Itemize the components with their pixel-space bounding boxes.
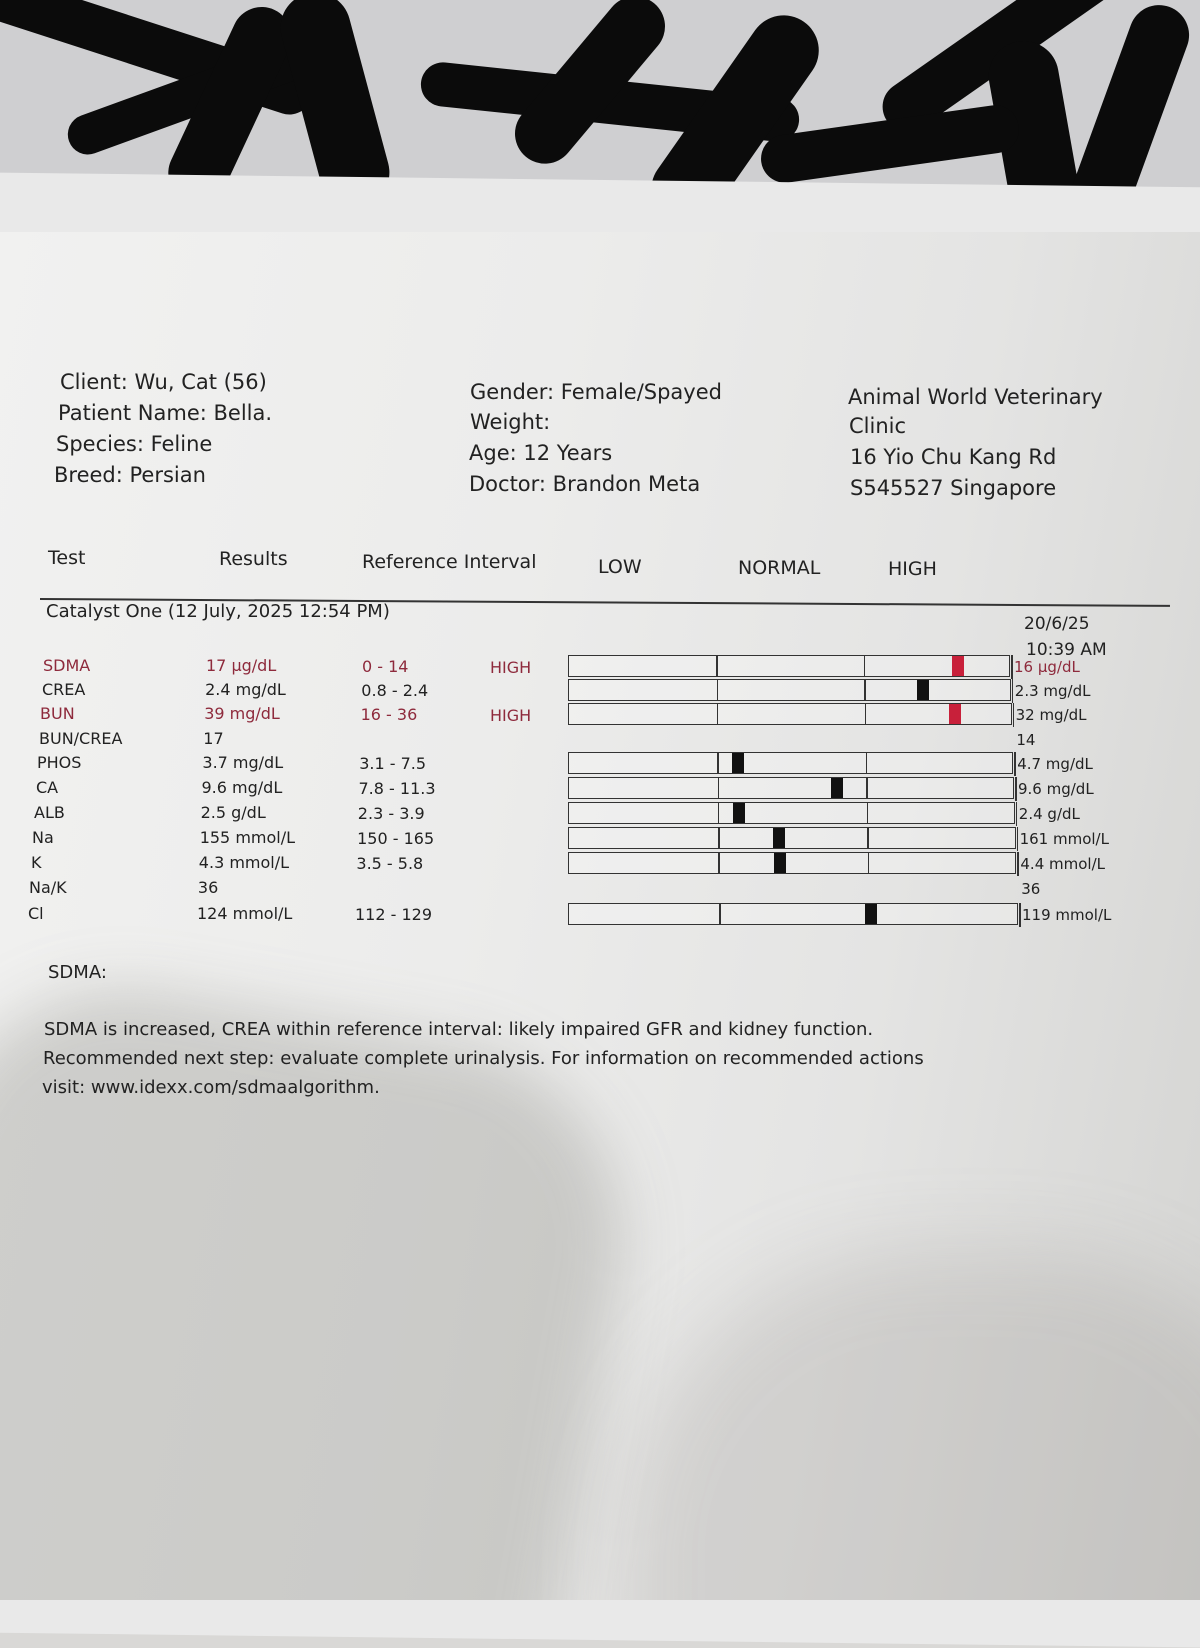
test-result: 155 mmol/L: [199, 828, 296, 847]
test-name: ALB: [34, 803, 65, 822]
previous-result: 16 µg/dL: [1014, 658, 1080, 676]
range-bar: [568, 852, 1016, 874]
test-name: Cl: [28, 904, 44, 923]
test-reference: 0.8 - 2.4: [361, 681, 429, 700]
note-line-3: visit: www.idexx.com/sdmaalgorithm.: [42, 1077, 380, 1098]
test-result: 9.6 mg/dL: [201, 778, 283, 797]
test-flag: HIGH: [490, 658, 532, 677]
test-name: SDMA: [43, 656, 91, 675]
previous-result: 36: [1021, 880, 1041, 898]
col-results: Results: [219, 548, 288, 570]
previous-result: 32 mg/dL: [1016, 706, 1087, 724]
gender: Gender: Female/Spayed: [470, 380, 722, 404]
result-marker: [949, 704, 961, 724]
clinic-name-1: Animal World Veterinary: [848, 385, 1103, 409]
note-line-1: SDMA is increased, CREA within reference interval: likely impaired GFR and kidney function.: [44, 1019, 874, 1040]
test-result: 17: [203, 729, 224, 748]
previous-date: 20/6/25: [1024, 614, 1090, 634]
test-reference: 16 - 36: [360, 705, 418, 724]
test-result: 36: [197, 878, 219, 897]
test-reference: 2.3 - 3.9: [357, 804, 425, 823]
clinic-postal: S545527 Singapore: [850, 476, 1057, 500]
test-flag: HIGH: [490, 706, 532, 725]
col-low: LOW: [598, 556, 642, 578]
test-name: CA: [36, 778, 59, 797]
result-marker: [917, 680, 929, 700]
previous-result: 4.4 mmol/L: [1020, 855, 1105, 873]
result-marker: [774, 853, 786, 873]
test-name: Na: [32, 828, 54, 847]
range-bar: [568, 903, 1018, 925]
client-name: Client: Wu, Cat (56): [60, 370, 267, 394]
test-reference: 3.5 - 5.8: [356, 854, 424, 873]
range-bar: [568, 752, 1013, 774]
test-result: 124 mmol/L: [197, 904, 293, 923]
test-name: K: [31, 853, 42, 872]
range-bar: [568, 802, 1015, 824]
run-label: Catalyst One (12 July, 2025 12:54 PM): [46, 601, 390, 622]
test-result: 2.5 g/dL: [200, 803, 266, 822]
col-test: Test: [48, 547, 86, 569]
col-high: HIGH: [888, 558, 937, 580]
age: Age: 12 Years: [469, 441, 613, 465]
test-result: 17 µg/dL: [206, 656, 277, 675]
note-line-2: Recommended next step: evaluate complete urinalysis. For information on recommended actions: [43, 1048, 924, 1069]
range-bar: [568, 703, 1012, 725]
range-bar: [568, 827, 1016, 849]
previous-result: 9.6 mg/dL: [1018, 780, 1094, 798]
previous-time: 10:39 AM: [1026, 640, 1107, 660]
previous-result: 4.7 mg/dL: [1017, 755, 1093, 773]
range-bar: [568, 777, 1014, 799]
clinic-address: 16 Yio Chu Kang Rd: [850, 445, 1057, 469]
previous-result: 119 mmol/L: [1022, 906, 1111, 924]
test-name: Na/K: [29, 878, 67, 897]
previous-result: 2.4 g/dL: [1019, 805, 1080, 823]
test-result: 4.3 mmol/L: [198, 853, 290, 872]
test-result: 3.7 mg/dL: [202, 753, 284, 772]
clinic-name-2: Clinic: [849, 414, 907, 438]
test-result: 2.4 mg/dL: [205, 680, 286, 699]
result-marker: [733, 803, 745, 823]
test-reference: 112 - 129: [355, 905, 433, 924]
result-marker: [773, 828, 785, 848]
sdma-label: SDMA:: [48, 962, 107, 983]
range-bar: [568, 655, 1010, 677]
test-name: PHOS: [37, 753, 82, 772]
species: Species: Feline: [56, 432, 213, 456]
doctor: Doctor: Brandon Meta: [469, 472, 701, 496]
weight: Weight:: [470, 410, 551, 434]
test-name: CREA: [42, 680, 86, 699]
test-name: BUN/CREA: [39, 729, 123, 748]
test-reference: 3.1 - 7.5: [359, 754, 427, 773]
breed: Breed: Persian: [54, 463, 206, 487]
previous-result: 14: [1016, 731, 1036, 749]
result-marker: [732, 753, 744, 773]
test-result: 39 mg/dL: [204, 704, 280, 723]
test-reference: 0 - 14: [362, 657, 409, 676]
previous-result: 161 mmol/L: [1020, 830, 1109, 848]
result-marker: [865, 904, 877, 924]
col-normal: NORMAL: [738, 557, 821, 579]
range-bar: [568, 679, 1011, 701]
result-marker: [831, 778, 843, 798]
patient-name: Patient Name: Bella.: [58, 401, 273, 425]
previous-result: 2.3 mg/dL: [1015, 682, 1091, 700]
test-reference: 7.8 - 11.3: [358, 779, 436, 798]
result-marker: [952, 656, 964, 676]
test-reference: 150 - 165: [357, 829, 435, 848]
col-reference: Reference Interval: [362, 551, 537, 573]
test-name: BUN: [40, 704, 75, 723]
